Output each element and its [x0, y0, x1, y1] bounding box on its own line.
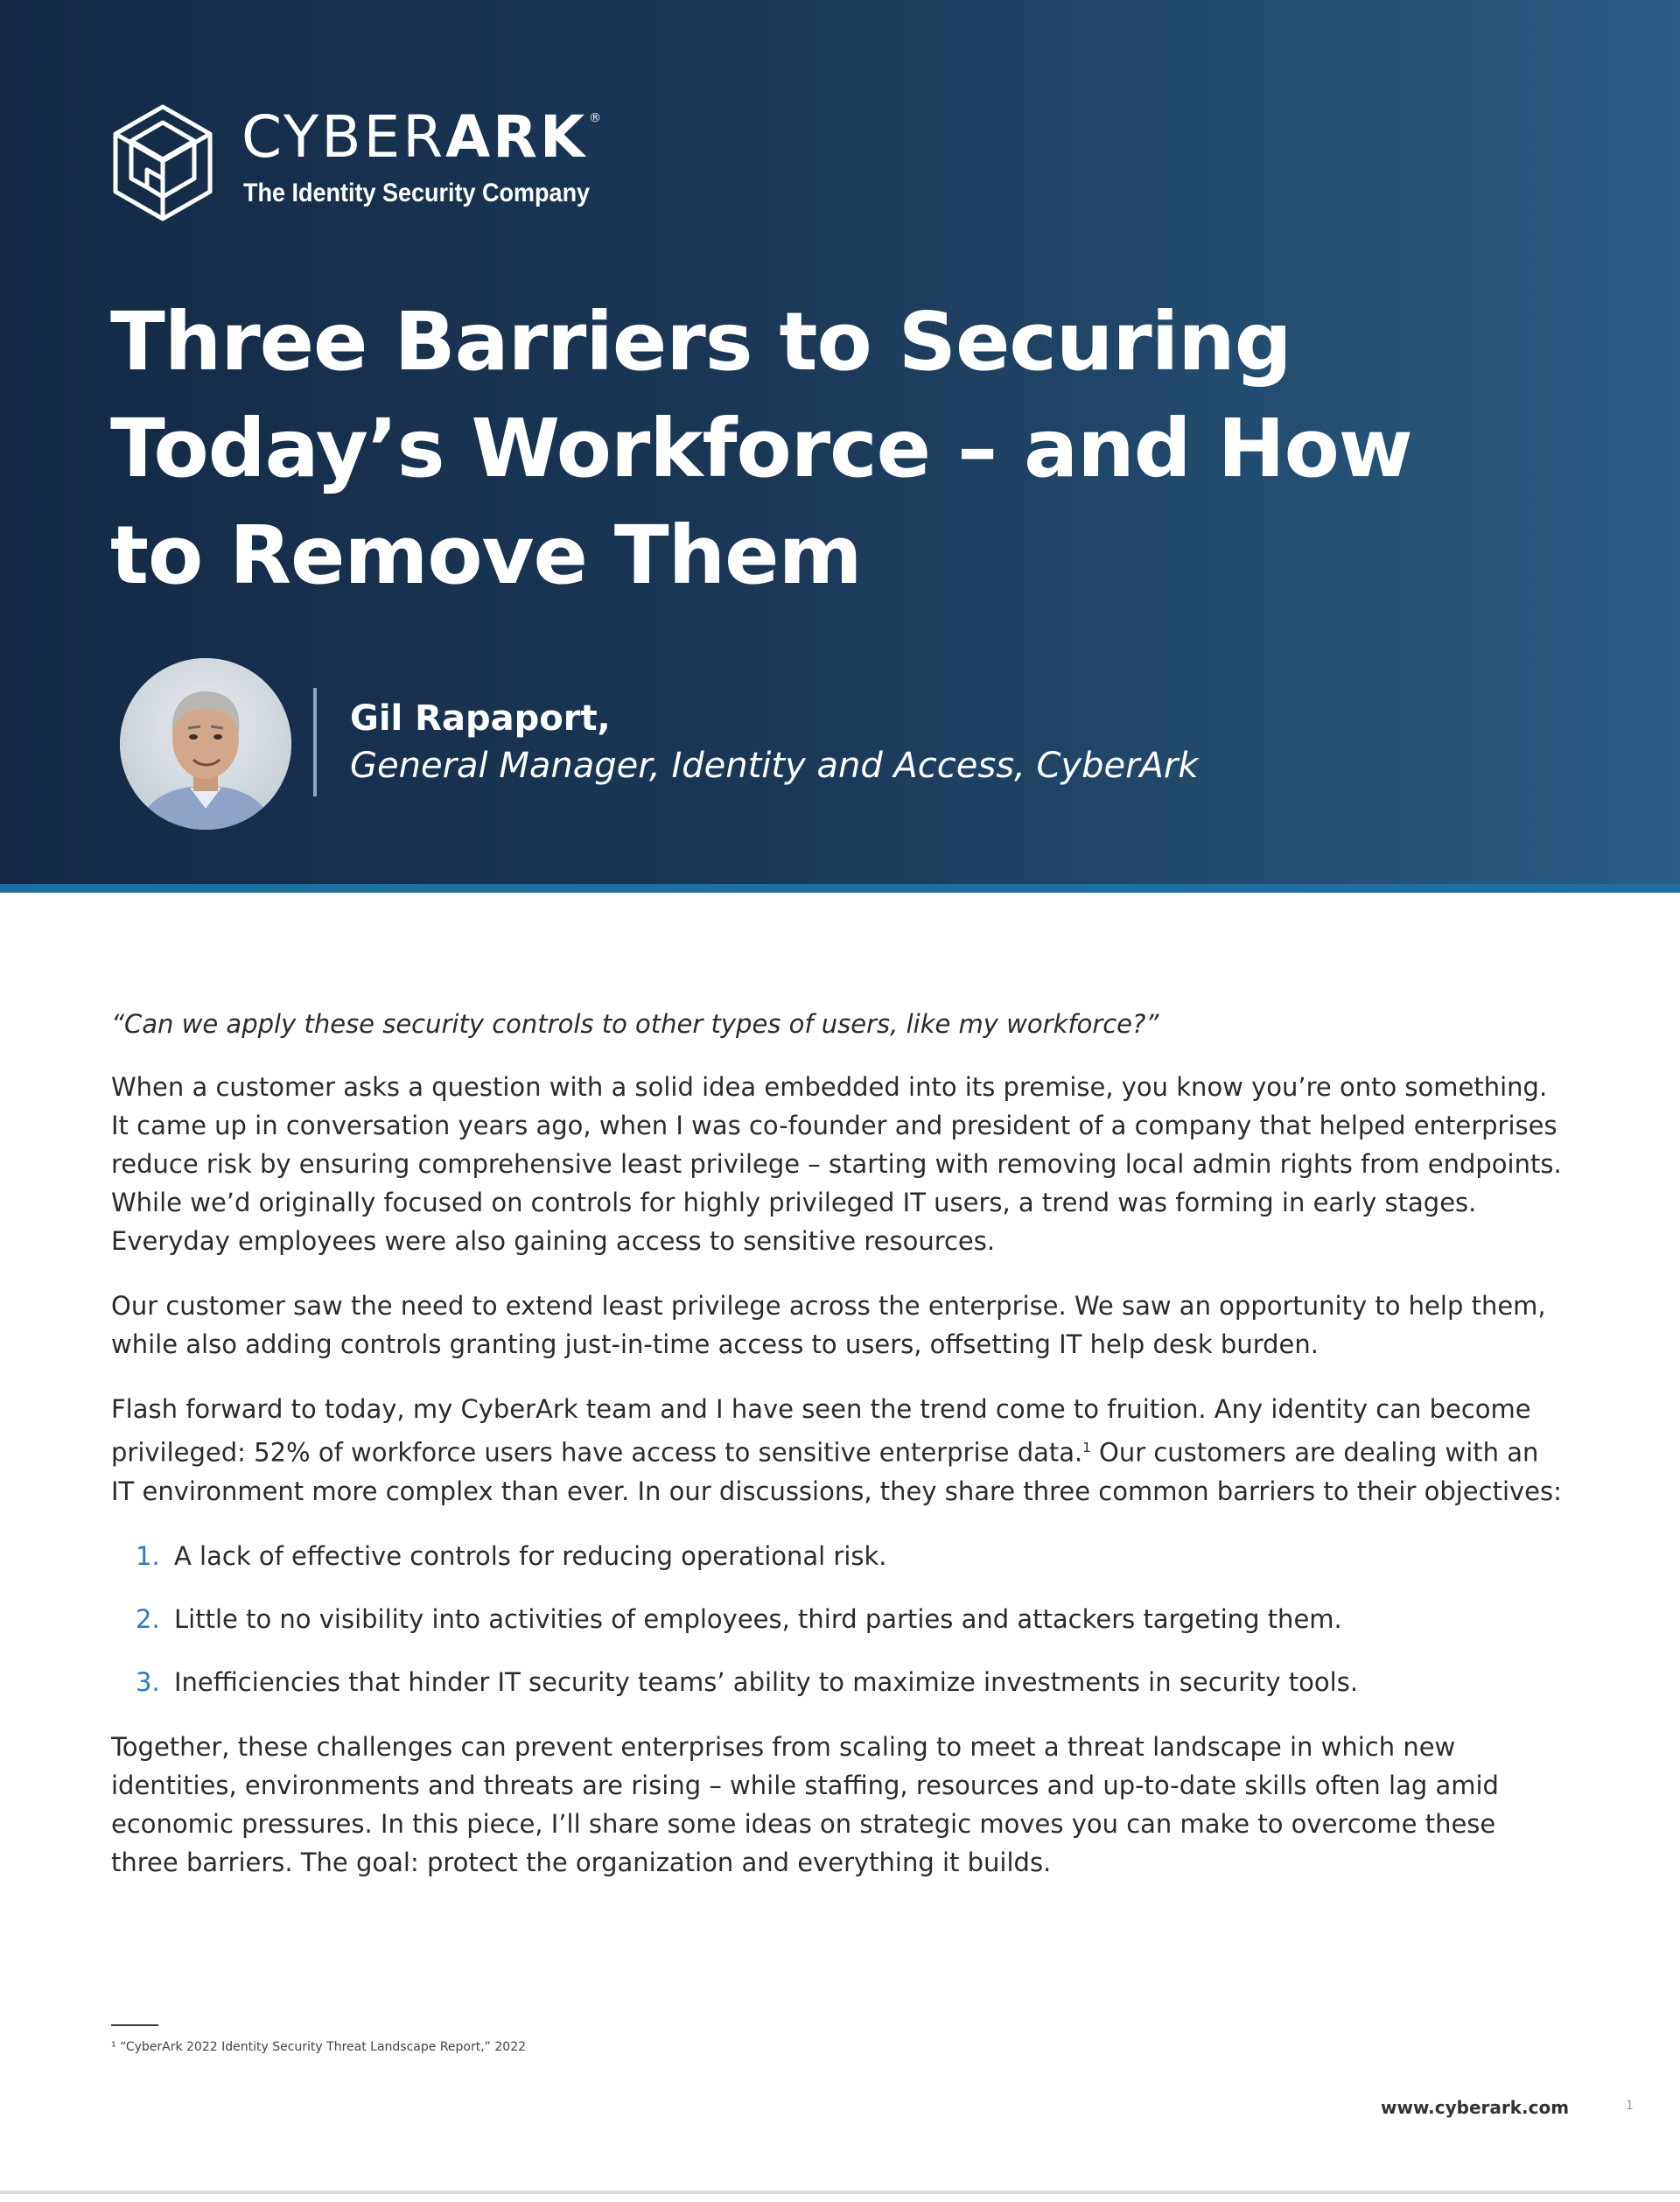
author-avatar: [120, 658, 291, 830]
logo-tagline: The Identity Security Company: [243, 179, 591, 207]
list-item: [111, 1663, 1569, 1701]
author-name: Gil Rapaport,: [350, 698, 611, 739]
registered-mark: ®: [589, 111, 605, 125]
footnote-divider: [111, 2024, 158, 2026]
list-number: 3.: [136, 1666, 160, 1697]
logo-word-light: CYBER: [242, 103, 446, 171]
title-line: to Remove Them: [110, 508, 862, 602]
body-paragraph: Our customer saw the need to extend least privilege across the enterprise. We saw an opportunity to help them, while also adding controls granting just-in-time access to users, offsetting IT help desk burden.: [111, 1291, 1546, 1359]
article-body: [111, 1005, 1569, 1908]
list-item-text: Little to no visibility into activities of employees, third parties and attackers targeting them.: [174, 1603, 1342, 1634]
title-line: Today’s Workforce – and How: [110, 402, 1412, 495]
body-paragraph: When a customer asks a question with a solid idea embedded into its premise, you know you’re onto something. It came up in conversation years ago, when I was co-founder and president of a company that helped enterprises reduce risk by ensuring comprehensive least privilege – starting with removing local admin rights from endpoints. While we’d originally focused on controls for highly privileged IT users, a trend was forming in early stages. Everyday employees were also gaining access to sensitive resources.: [111, 1072, 1562, 1256]
title-line: Three Barriers to Securing: [110, 295, 1292, 389]
list-item-text: A lack of effective controls for reducing operational risk.: [174, 1540, 887, 1571]
barriers-list: [111, 1537, 1569, 1701]
list-number: 1.: [136, 1540, 160, 1571]
cyberark-cube-icon: [110, 103, 215, 222]
website-link[interactable]: www.cyberark.com: [1381, 2097, 1570, 2118]
author-divider: [313, 688, 317, 796]
page-bottom-edge: [0, 2191, 1680, 2194]
page-number: 1: [1626, 2099, 1634, 2113]
footnote: ¹ “CyberArk 2022 Identity Security Threat Landscape Report,” 2022: [111, 2040, 527, 2054]
footnote-reference: 1: [1082, 1440, 1091, 1455]
opening-quote: “Can we apply these security controls to other types of users, like my workforce?”: [111, 1009, 1159, 1039]
cyberark-logo: [110, 103, 670, 226]
list-number: 2.: [136, 1603, 160, 1634]
paragraph-text: Our customers are dealing with an IT environment more complex than ever. In our discussions, they share three common barriers to their objectives:: [111, 1437, 1562, 1506]
author-role: General Manager, Identity and Access, CyberArk: [350, 746, 1199, 786]
list-item-text: Inefficiencies that hinder IT security teams’ ability to maximize investments in security tools.: [174, 1666, 1359, 1697]
list-item: [111, 1600, 1569, 1638]
header-accent-stripe: [0, 884, 1680, 893]
closing-paragraph: Together, these challenges can prevent enterprises from scaling to meet a threat landscape in which new identities, environments and threats are rising – while staffing, resources and up-to-date skills often lag amid economic pressures. In this piece, I’ll share some ideas on strategic moves you can make to overcome these three barriers. The goal: protect the organization and everything it builds.: [111, 1731, 1499, 1877]
paragraph-text: Flash forward to today, my CyberArk team and I have seen the trend come to fruition. Any identity can become privileged: 52% of workforce users have access to sensitive enterprise data.: [111, 1394, 1531, 1468]
page-title: [110, 289, 1423, 609]
author-portrait-image: [120, 658, 291, 830]
body-paragraph: [111, 1390, 1569, 1511]
logo-wordmark: [242, 103, 605, 171]
logo-word-bold: ARK: [445, 103, 588, 171]
list-item: [111, 1537, 1569, 1575]
